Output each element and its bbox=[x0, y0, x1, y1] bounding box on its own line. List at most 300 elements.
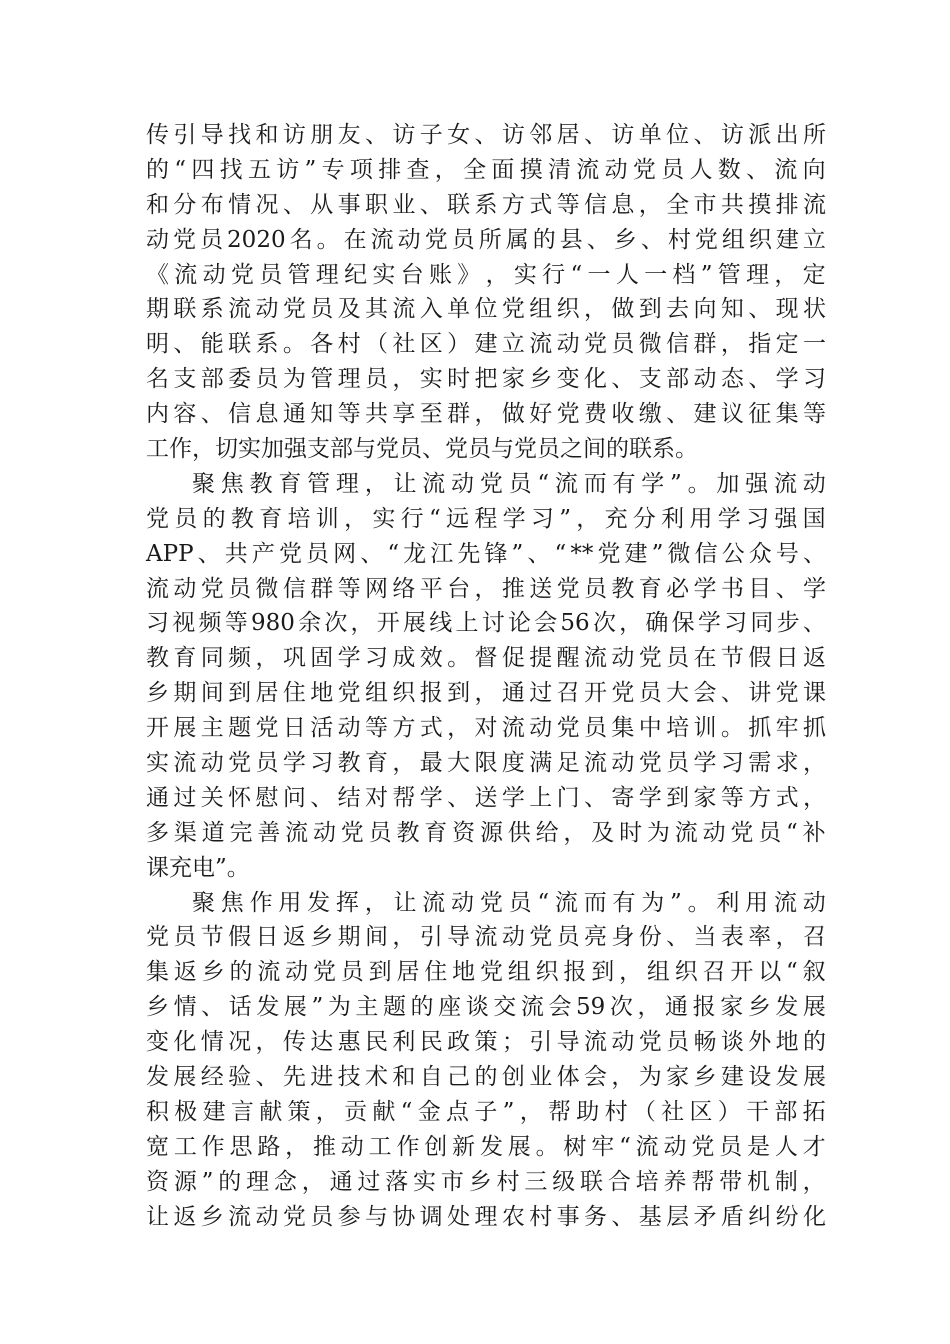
text-glyph: 流 bbox=[554, 470, 578, 497]
text-glyph: 党 bbox=[632, 156, 656, 183]
text-glyph: 群 bbox=[693, 331, 717, 358]
text-glyph: 到 bbox=[447, 680, 471, 707]
text-glyph: 的 bbox=[146, 156, 169, 183]
text-glyph: 为 bbox=[638, 1064, 662, 1091]
text-glyph: 全 bbox=[666, 191, 690, 218]
text-glyph: 和 bbox=[146, 191, 169, 218]
text-glyph: 面 bbox=[491, 156, 515, 183]
text-glyph: 各 bbox=[310, 331, 334, 358]
text-line bbox=[146, 1200, 826, 1235]
text-line bbox=[146, 432, 826, 467]
text-glyph: 抓 bbox=[803, 715, 826, 742]
text-glyph: 流 bbox=[257, 959, 281, 986]
text-glyph: 分 bbox=[173, 191, 197, 218]
text-glyph: 通 bbox=[282, 401, 306, 428]
text-glyph: “ bbox=[570, 261, 583, 288]
text-glyph: 召 bbox=[556, 680, 580, 707]
text-glyph: 组 bbox=[365, 680, 388, 707]
text-glyph: 地 bbox=[775, 1029, 799, 1056]
text-glyph: 习 bbox=[365, 645, 388, 672]
text-glyph: 而 bbox=[583, 470, 607, 497]
text-glyph: 合 bbox=[607, 1168, 631, 1195]
text-line bbox=[146, 816, 826, 851]
text-glyph: 、 bbox=[775, 575, 799, 602]
text-glyph: 内 bbox=[146, 401, 169, 428]
text-glyph: 补 bbox=[802, 819, 826, 846]
text-glyph: 党 bbox=[597, 540, 621, 567]
text-glyph: 党 bbox=[282, 1203, 306, 1230]
text-glyph: 党 bbox=[146, 924, 169, 951]
text-line-content: 工作，切实加强支部与党员、党员与党员之间的联系。 bbox=[146, 436, 698, 463]
text-glyph: 利 bbox=[661, 505, 685, 532]
text-glyph: 牢 bbox=[591, 1133, 615, 1160]
text-glyph: 支 bbox=[173, 366, 197, 393]
text-glyph: ” bbox=[511, 540, 524, 567]
text-glyph: 策 bbox=[474, 1029, 498, 1056]
text-glyph: 行 bbox=[400, 505, 424, 532]
text-glyph: 情 bbox=[228, 191, 252, 218]
text-glyph: 过 bbox=[173, 784, 197, 811]
text-glyph: 立 bbox=[501, 331, 525, 358]
text-glyph: 公 bbox=[721, 540, 745, 567]
text-glyph: 居 bbox=[556, 122, 580, 148]
text-glyph: 式 bbox=[419, 715, 443, 742]
text-glyph: ， bbox=[637, 994, 661, 1021]
text-glyph: 术 bbox=[365, 1064, 388, 1091]
text-glyph: ” bbox=[700, 261, 713, 288]
text-glyph: 事 bbox=[337, 191, 361, 218]
text-glyph: 献 bbox=[259, 1098, 283, 1125]
text-glyph: 住 bbox=[424, 959, 448, 986]
text-glyph: 居 bbox=[255, 680, 279, 707]
text-glyph: ” bbox=[670, 889, 682, 916]
text-glyph: 门 bbox=[556, 784, 580, 811]
text-glyph: 实 bbox=[419, 366, 443, 393]
text-glyph: 党 bbox=[173, 226, 197, 253]
text-line bbox=[146, 676, 826, 711]
text-glyph: 善 bbox=[257, 819, 281, 846]
text-glyph: 开 bbox=[376, 610, 400, 637]
text-glyph: 期 bbox=[146, 296, 169, 323]
text-glyph: ， bbox=[392, 750, 416, 777]
text-glyph: 课 bbox=[803, 680, 826, 707]
text-glyph: 员 bbox=[719, 1133, 743, 1160]
text-glyph: 才 bbox=[802, 1133, 826, 1160]
text-glyph: 一 bbox=[644, 261, 668, 288]
text-glyph: 事 bbox=[556, 1203, 580, 1230]
text-glyph: 最 bbox=[419, 750, 443, 777]
text-glyph: 导 bbox=[200, 122, 224, 148]
text-glyph: 资 bbox=[452, 819, 476, 846]
text-glyph: 56 bbox=[560, 610, 590, 637]
text-glyph: 况 bbox=[255, 191, 279, 218]
text-glyph: 、 bbox=[255, 1064, 279, 1091]
text-glyph: 单 bbox=[447, 296, 471, 323]
text-glyph: 员 bbox=[340, 959, 364, 986]
text-glyph: 锋 bbox=[484, 540, 508, 567]
text-glyph: 员 bbox=[584, 715, 607, 742]
text-glyph: 习 bbox=[746, 505, 770, 532]
text-glyph: 引 bbox=[419, 924, 443, 951]
text-glyph: 号 bbox=[775, 540, 799, 567]
text-glyph: 、 bbox=[611, 1203, 635, 1230]
text-glyph: 等 bbox=[337, 401, 361, 428]
text-glyph: 乡 bbox=[693, 1064, 717, 1091]
text-glyph: 先 bbox=[457, 540, 481, 567]
text-glyph: 谈 bbox=[465, 994, 489, 1021]
text-glyph: 党 bbox=[638, 1029, 662, 1056]
text-glyph: 纠 bbox=[748, 1203, 772, 1230]
text-glyph: 树 bbox=[563, 1133, 587, 1160]
text-glyph: 、 bbox=[419, 191, 443, 218]
text-glyph: 有 bbox=[612, 470, 636, 497]
text-glyph: 管 bbox=[717, 261, 741, 288]
text-glyph: 党 bbox=[479, 889, 503, 916]
text-glyph: 展 bbox=[283, 994, 307, 1021]
text-glyph: 间 bbox=[365, 924, 388, 951]
text-glyph: 员 bbox=[666, 750, 690, 777]
text-glyph: 言 bbox=[230, 1098, 254, 1125]
text-glyph: 指 bbox=[748, 331, 772, 358]
text-glyph: 学 bbox=[775, 366, 799, 393]
text-glyph: 和 bbox=[255, 122, 279, 148]
text-glyph: 让 bbox=[393, 470, 417, 497]
text-line bbox=[146, 955, 826, 990]
text-glyph: 共 bbox=[224, 540, 248, 567]
text-glyph: 需 bbox=[748, 750, 772, 777]
text-glyph: 组 bbox=[721, 226, 745, 253]
text-glyph: 。 bbox=[720, 715, 744, 742]
text-glyph: 建 bbox=[693, 401, 717, 428]
text-glyph: ” bbox=[670, 470, 682, 497]
text-glyph: 专 bbox=[321, 156, 345, 183]
text-glyph: 传 bbox=[146, 122, 169, 148]
text-glyph: 育 bbox=[424, 819, 448, 846]
text-glyph: 验 bbox=[228, 1064, 252, 1091]
text-glyph: 流 bbox=[674, 819, 698, 846]
text-glyph: ， bbox=[285, 1133, 309, 1160]
text-glyph: 、 bbox=[474, 122, 498, 148]
text-glyph: 联 bbox=[228, 331, 252, 358]
text-glyph: 间 bbox=[200, 680, 224, 707]
text-glyph: 向 bbox=[693, 296, 717, 323]
text-glyph: 为 bbox=[327, 994, 351, 1021]
text-glyph: 网 bbox=[333, 540, 357, 567]
text-glyph: 流 bbox=[803, 191, 826, 218]
text-glyph: 实 bbox=[513, 261, 537, 288]
text-glyph: 展 bbox=[803, 1064, 826, 1091]
text-glyph: 员 bbox=[259, 261, 283, 288]
text-glyph: 份 bbox=[638, 924, 662, 951]
text-glyph: 动 bbox=[604, 156, 628, 183]
text-line bbox=[146, 362, 826, 397]
text-glyph: 开 bbox=[146, 715, 169, 742]
text-glyph: “ bbox=[174, 156, 187, 183]
text-glyph: 党 bbox=[730, 819, 754, 846]
text-glyph: 组 bbox=[646, 959, 670, 986]
text-glyph: 动 bbox=[146, 226, 169, 253]
text-glyph: 员 bbox=[228, 575, 252, 602]
text-glyph: 。 bbox=[282, 331, 306, 358]
text-glyph: 党 bbox=[694, 226, 718, 253]
text-glyph: 流 bbox=[584, 645, 607, 672]
text-glyph: 的 bbox=[410, 994, 434, 1021]
text-glyph: 主 bbox=[355, 994, 379, 1021]
text-line bbox=[146, 1130, 826, 1165]
text-glyph: 的 bbox=[474, 1064, 498, 1091]
text-glyph: 、 bbox=[748, 366, 772, 393]
text-glyph: 动 bbox=[556, 331, 580, 358]
text-glyph: 成 bbox=[392, 645, 416, 672]
text-glyph: 系 bbox=[200, 296, 224, 323]
text-line bbox=[146, 223, 826, 258]
text-glyph: 自 bbox=[419, 1064, 443, 1091]
text-glyph: 对 bbox=[365, 784, 388, 811]
text-glyph: 女 bbox=[447, 122, 471, 148]
text-glyph: 党 bbox=[340, 819, 364, 846]
text-glyph: 派 bbox=[748, 122, 772, 148]
text-glyph: ， bbox=[611, 1064, 635, 1091]
text-line bbox=[146, 711, 826, 746]
text-glyph: 学 bbox=[803, 575, 826, 602]
text-glyph: 以 bbox=[758, 959, 782, 986]
text-glyph: 用 bbox=[745, 889, 769, 916]
text-glyph: 确 bbox=[645, 610, 669, 637]
text-glyph: 党 bbox=[638, 750, 662, 777]
text-glyph: 职 bbox=[365, 191, 388, 218]
text-glyph: 利 bbox=[716, 889, 740, 916]
text-glyph: ， bbox=[775, 924, 799, 951]
text-glyph: 党 bbox=[282, 296, 306, 323]
text-glyph: 管 bbox=[287, 261, 311, 288]
text-glyph: 定 bbox=[802, 261, 826, 288]
text-glyph: 。 bbox=[447, 645, 471, 672]
text-glyph: ， bbox=[638, 191, 662, 218]
text-glyph: “ bbox=[400, 1098, 413, 1125]
text-glyph: 纷 bbox=[775, 1203, 799, 1230]
text-glyph: 醒 bbox=[556, 645, 580, 672]
text-glyph: 友 bbox=[337, 122, 361, 148]
text-glyph: 乡 bbox=[201, 959, 225, 986]
text-glyph: 建 bbox=[202, 1098, 226, 1125]
text-glyph: 培 bbox=[666, 715, 690, 742]
text-line bbox=[146, 886, 826, 921]
text-glyph: 三 bbox=[524, 1168, 548, 1195]
text-glyph: 金 bbox=[417, 1098, 441, 1125]
text-glyph: 理 bbox=[337, 366, 361, 393]
text-glyph: 到 bbox=[368, 959, 392, 986]
text-glyph: 报 bbox=[419, 680, 443, 707]
text-glyph: 过 bbox=[529, 680, 553, 707]
text-glyph: 等 bbox=[556, 191, 580, 218]
text-glyph: 。 bbox=[687, 470, 711, 497]
text-glyph: 、 bbox=[640, 226, 664, 253]
text-glyph: ， bbox=[315, 1098, 339, 1125]
text-glyph: 理 bbox=[315, 261, 339, 288]
text-glyph: 学 bbox=[502, 505, 526, 532]
text-glyph: 积 bbox=[146, 1098, 169, 1125]
text-glyph: 四 bbox=[191, 156, 215, 183]
text-glyph: 流 bbox=[173, 750, 197, 777]
text-glyph: 织 bbox=[556, 296, 580, 323]
text-glyph: 员 bbox=[758, 819, 782, 846]
text-glyph: 流 bbox=[228, 296, 252, 323]
text-glyph: 作 bbox=[396, 1133, 420, 1160]
text-glyph: 乡 bbox=[529, 366, 553, 393]
text-glyph: ， bbox=[720, 331, 744, 358]
text-glyph: 到 bbox=[638, 296, 662, 323]
text-glyph: 怀 bbox=[228, 784, 252, 811]
text-glyph: 纪 bbox=[344, 261, 368, 288]
text-glyph: ， bbox=[344, 505, 368, 532]
text-glyph: 账 bbox=[428, 261, 452, 288]
text-glyph: 党 bbox=[255, 715, 279, 742]
text-glyph: 寄 bbox=[611, 784, 635, 811]
text-glyph: 理 bbox=[746, 261, 770, 288]
text-glyph: 网 bbox=[365, 575, 388, 602]
text-glyph: 系 bbox=[474, 191, 498, 218]
text-glyph: 员 bbox=[306, 540, 330, 567]
text-glyph: 到 bbox=[591, 959, 615, 986]
text-line bbox=[146, 397, 826, 432]
text-glyph: 式 bbox=[775, 784, 799, 811]
text-glyph: 主 bbox=[200, 715, 224, 742]
text-glyph: 推 bbox=[312, 1133, 336, 1160]
text-line bbox=[146, 188, 826, 223]
text-line bbox=[146, 641, 826, 676]
text-glyph: 委 bbox=[228, 366, 252, 393]
text-glyph: ， bbox=[392, 366, 416, 393]
text-glyph: 贡 bbox=[344, 1098, 368, 1125]
text-glyph: 联 bbox=[447, 191, 471, 218]
text-glyph: 帮 bbox=[392, 784, 416, 811]
text-glyph: 流 bbox=[370, 226, 394, 253]
text-glyph: 集 bbox=[146, 959, 169, 986]
text-glyph: 流 bbox=[635, 1133, 659, 1160]
text-glyph: 时 bbox=[619, 819, 643, 846]
text-line bbox=[146, 327, 826, 362]
text-glyph: 做 bbox=[501, 401, 525, 428]
text-glyph: 化 bbox=[173, 1029, 197, 1056]
text-glyph: 员 bbox=[508, 470, 532, 497]
text-glyph: 出 bbox=[775, 122, 799, 148]
text-glyph: 到 bbox=[228, 680, 252, 707]
text-glyph: 子 bbox=[474, 1098, 498, 1125]
text-glyph: 用 bbox=[278, 889, 302, 916]
text-glyph: 的 bbox=[218, 1168, 242, 1195]
text-glyph: 引 bbox=[529, 1029, 553, 1056]
text-glyph: 宽 bbox=[146, 1133, 169, 1160]
text-line-content: 课充电”。 bbox=[146, 854, 250, 881]
text-glyph: ， bbox=[350, 610, 374, 637]
text-glyph: 设 bbox=[748, 1064, 772, 1091]
text-glyph: 流 bbox=[554, 889, 578, 916]
text-glyph: “ bbox=[537, 889, 550, 916]
text-glyph: 的 bbox=[803, 1029, 826, 1056]
text-glyph: ” bbox=[311, 994, 324, 1021]
text-glyph: 焦 bbox=[220, 470, 244, 497]
text-glyph: 度 bbox=[501, 750, 525, 777]
text-glyph: 协 bbox=[392, 1203, 416, 1230]
text-glyph: 同 bbox=[200, 645, 224, 672]
text-glyph: 学 bbox=[717, 505, 741, 532]
text-glyph: 对 bbox=[474, 715, 498, 742]
text-glyph: 知 bbox=[720, 296, 744, 323]
text-glyph: 保 bbox=[671, 610, 695, 637]
text-glyph: 管 bbox=[307, 470, 331, 497]
text-glyph: 住 bbox=[282, 680, 306, 707]
text-glyph: 乡 bbox=[747, 994, 771, 1021]
text-glyph: 市 bbox=[440, 1168, 464, 1195]
text-glyph: 党 bbox=[638, 645, 662, 672]
text-glyph: 群 bbox=[310, 575, 334, 602]
text-glyph: 余 bbox=[298, 610, 322, 637]
text-glyph: 提 bbox=[529, 645, 553, 672]
text-glyph: 明 bbox=[146, 331, 169, 358]
text-glyph: 话 bbox=[228, 994, 252, 1021]
text-glyph: 流 bbox=[501, 715, 525, 742]
text-glyph: APP bbox=[146, 540, 194, 567]
text-glyph: 态 bbox=[720, 366, 744, 393]
text-glyph: 创 bbox=[501, 1064, 525, 1091]
text-glyph: 党 bbox=[228, 750, 252, 777]
text-glyph: “ bbox=[537, 470, 550, 497]
text-glyph: ” bbox=[651, 540, 664, 567]
text-glyph: 员 bbox=[661, 156, 685, 183]
text-glyph: 培 bbox=[635, 1168, 659, 1195]
text-glyph: 座 bbox=[438, 994, 462, 1021]
text-glyph: 员 bbox=[365, 366, 388, 393]
text-glyph: 与 bbox=[365, 1203, 388, 1230]
text-glyph: 家 bbox=[720, 994, 744, 1021]
text-glyph: ” bbox=[559, 505, 571, 532]
text-glyph: 2020 bbox=[227, 226, 286, 253]
text-glyph: 书 bbox=[720, 575, 744, 602]
text-glyph: 路 bbox=[257, 1133, 281, 1160]
text-glyph: ， bbox=[392, 924, 416, 951]
text-glyph: 党 bbox=[501, 296, 525, 323]
text-glyph: ， bbox=[364, 470, 388, 497]
text-glyph: 找 bbox=[219, 156, 243, 183]
text-glyph: 党 bbox=[529, 924, 553, 951]
text-glyph: 。 bbox=[687, 889, 711, 916]
text-glyph: 促 bbox=[501, 645, 525, 672]
text-glyph: 息 bbox=[611, 191, 635, 218]
text-glyph: 排 bbox=[378, 156, 402, 183]
text-glyph: 动 bbox=[501, 924, 525, 951]
text-glyph: 、 bbox=[802, 610, 826, 637]
text-glyph: 大 bbox=[666, 680, 690, 707]
text-glyph: 中 bbox=[638, 715, 662, 742]
text-glyph: 期 bbox=[337, 924, 361, 951]
text-glyph: 好 bbox=[529, 401, 553, 428]
text-glyph: 动 bbox=[255, 296, 279, 323]
text-glyph: 展 bbox=[507, 1133, 531, 1160]
text-glyph: 访 bbox=[720, 122, 744, 148]
text-glyph: 村 bbox=[529, 1203, 553, 1230]
text-glyph: 教 bbox=[611, 575, 635, 602]
text-glyph: 送 bbox=[529, 575, 553, 602]
text-glyph: 渠 bbox=[173, 819, 197, 846]
text-glyph: 畅 bbox=[693, 1029, 717, 1056]
text-glyph: 从 bbox=[310, 191, 334, 218]
text-glyph: 会 bbox=[584, 1064, 607, 1091]
text-glyph: 居 bbox=[396, 959, 420, 986]
text-glyph: 、 bbox=[365, 122, 388, 148]
text-glyph: 同 bbox=[750, 610, 774, 637]
text-glyph: 员 bbox=[638, 680, 662, 707]
text-glyph: 乡 bbox=[200, 1203, 224, 1230]
